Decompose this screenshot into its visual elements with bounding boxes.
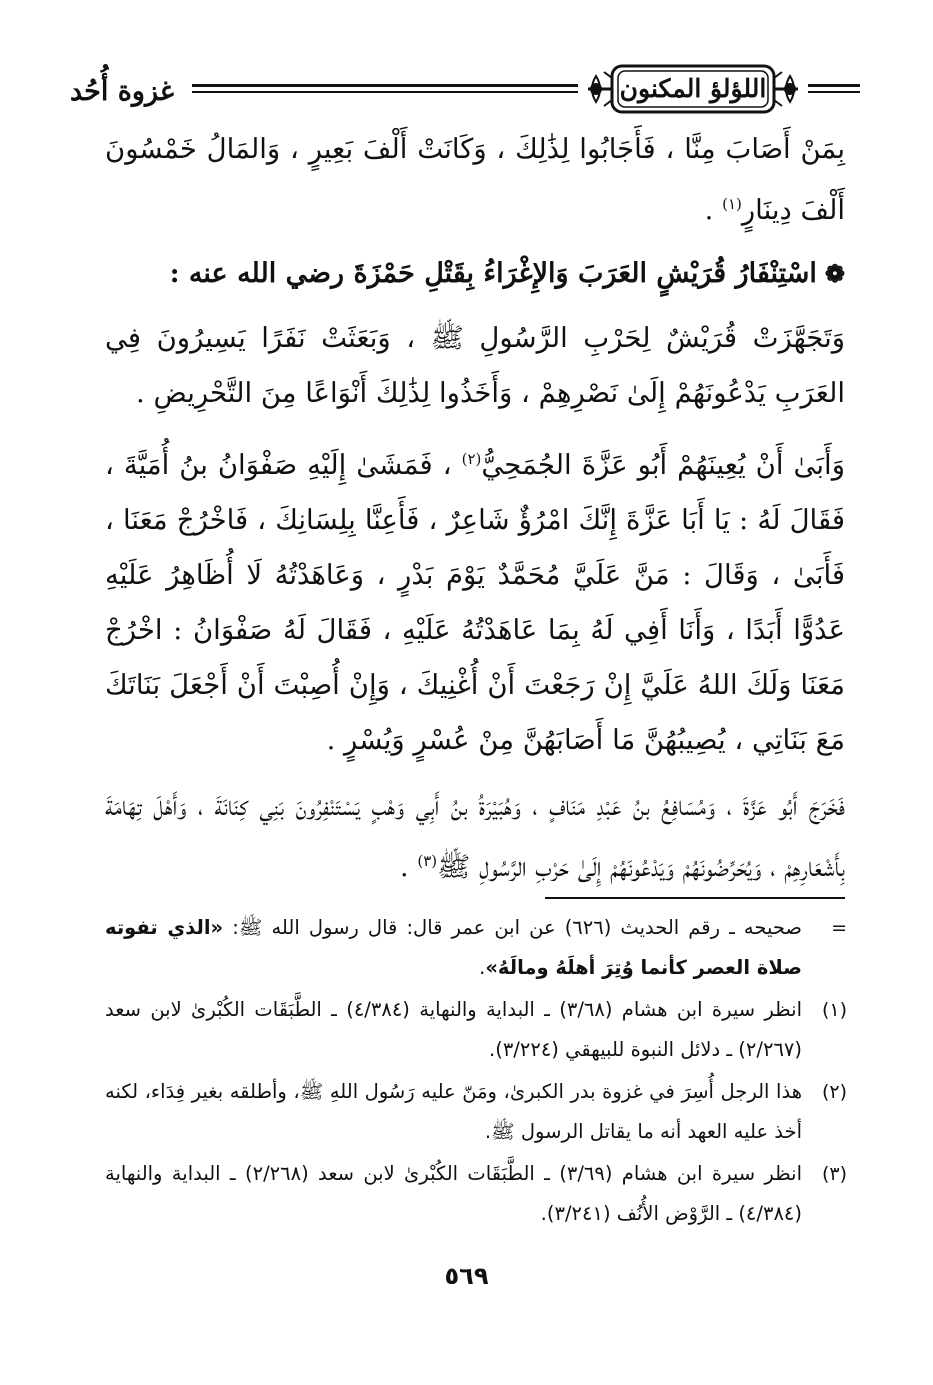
page-number: ٥٦٩ bbox=[444, 1262, 489, 1290]
header-rule bbox=[192, 84, 578, 87]
header-rule bbox=[808, 84, 860, 87]
header-rule bbox=[192, 91, 578, 93]
footnote-number: (٣) bbox=[821, 1163, 847, 1185]
footnote-number: = bbox=[831, 917, 847, 939]
paragraph: وَتَجَهَّزَتْ قُرَيْشٌ لِحَرْبِ الرَّسُولِ ﷺ ، وَبَعَثَتْ نَفَرًا يَسِيرُونَ فِي العَرَبِ يَدْعُونَهُمْ إِلَىٰ نَصْرِهِمْ ، وَأَخَذُوا لِذَٰلِكَ أَنْوَاعًا مِنَ التَّحْرِيضِ . bbox=[105, 322, 845, 410]
main-text bbox=[105, 122, 845, 895]
footnote-divider bbox=[545, 897, 845, 899]
footnotes bbox=[105, 908, 847, 1236]
footnote: = صحيحه ـ رقم الحديث (٦٢٦) عن ابن عمر قال: قال رسول الله ﷺ: «الذي تفوته صلاة العصر كأنما وُتِرَ أهلَهُ ومالَهُ». bbox=[105, 908, 847, 988]
paragraph: وَأَبَىٰ أَنْ يُعِينَهُمْ أَبُو عَزَّةَ الجُمَحِيُّ$^{(٢)}$ ، فَمَشَىٰ إِلَيْهِ صَفْوَانُ بنُ أُمَيَّةَ ، فَقَالَ لَهُ : يَا أَبَا عَزَّةَ إِنَّكَ امْرُؤٌ شَاعِرٌ ، فَأَعِنَّا بِلِسَانِكَ ، فَاخْرُجْ مَعَنَا ، فَأَبَىٰ ، وَقَالَ : مَنَّ عَلَيَّ مُحَمَّدٌ يَوْمَ بَدْرٍ ، وَعَاهَدْتُهُ لَا أُظَاهِرُ عَلَيْهِ عَدُوًّا أَبَدًا ، وَأَنَا أَفِي لَهُ بِمَا عَاهَدْتُهُ عَلَيْهِ ، فَقَالَ لَهُ صَفْوَانُ : اخْرُجْ مَعَنَا وَلَكَ اللهُ عَلَيَّ إِنْ رَجَعْتَ أَنْ أُغْنِيكَ ، وَإِنْ أُصِبْتَ أَنْ أَجْعَلَ بَنَاتَكَ مَعَ بَنَاتِي ، يُصِيبُهُنَّ مَا أَصَابَهُنَّ مِنْ عُسْرٍ وَيُسْرٍ . bbox=[105, 449, 845, 757]
footnote-ref: (٣) bbox=[417, 852, 438, 871]
paragraph: فَخَرَجَ أَبُو عَزَّةَ ، وَمُسَافِعُ بنُ عَبْدِ مَنَافٍ ، وَهُبَيْرَةُ بنُ أَبِي وَهْبٍ يَسْتَنْفِرُونَ بَنِي كِنَانَةَ ، وَأَهْلَ تِهَامَةَ بِأَشْعَارِهِمْ ، وَيُحَرِّضُونَهُمْ وَيَدْعُونَهُمْ إِلَىٰ حَرْبِ الرَّسُولِ ﷺ$^{(٣)}$ . bbox=[105, 790, 845, 884]
book-title: اللؤلؤ المكنون bbox=[619, 74, 767, 103]
paragraph: بِمَنْ أَصَابَ مِنَّا ، فَأَجَابُوا لِذَٰلِكَ ، وَكَانَتْ أَلْفَ بَعِيرٍ ، وَالمَالُ خَمْسُونَ أَلْفَ دِينَارٍ$^{(١)}$ . bbox=[105, 133, 845, 227]
section-heading: ❁اسْتِنْفَارُ قُرَيْشٍ العَرَبَ وَالإِغْرَاءُ بِقَتْلِ حَمْزَةَ رضي الله عنه : bbox=[169, 258, 845, 290]
chapter-title: غزوة أُحُد bbox=[70, 76, 174, 107]
footnote: (١) انظر سيرة ابن هشام (٣/٦٨) ـ البداية والنهاية (٤/٣٨٤) ـ الطَّبَقَات الكُبْرىٰ لابن سعد (٢/٢٦٧) ـ دلائل النبوة للبيهقي (٣/٢٢٤). bbox=[105, 990, 847, 1070]
footnote: (٢) هذا الرجل أُسِرَ في غزوة بدر الكبرىٰ، ومَنّ عليه رَسُول اللهِ ﷺ، وأطلقه بغير فِدَاء، لكنه أخذ عليه العهد أنه ما يقاتل الرسول ﷺ. bbox=[105, 1072, 847, 1152]
footnote-number: (١) bbox=[821, 999, 847, 1021]
running-header bbox=[70, 40, 860, 128]
header-rule bbox=[808, 91, 860, 93]
footnote-ref: (٢) bbox=[461, 450, 482, 469]
footnote: (٣) انظر سيرة ابن هشام (٣/٦٩) ـ الطَّبَقَات الكُبْرىٰ لابن سعد (٢/٢٦٨) ـ البداية والنهاية (٤/٣٨٤) ـ الرَّوْض الأُنُف (٣/٢٤١). bbox=[105, 1154, 847, 1234]
book-title-cartouche bbox=[582, 58, 804, 120]
footnote-number: (٢) bbox=[821, 1081, 847, 1103]
flower-bullet-icon: ❁ bbox=[824, 259, 845, 289]
footnote-ref: (١) bbox=[722, 195, 742, 213]
